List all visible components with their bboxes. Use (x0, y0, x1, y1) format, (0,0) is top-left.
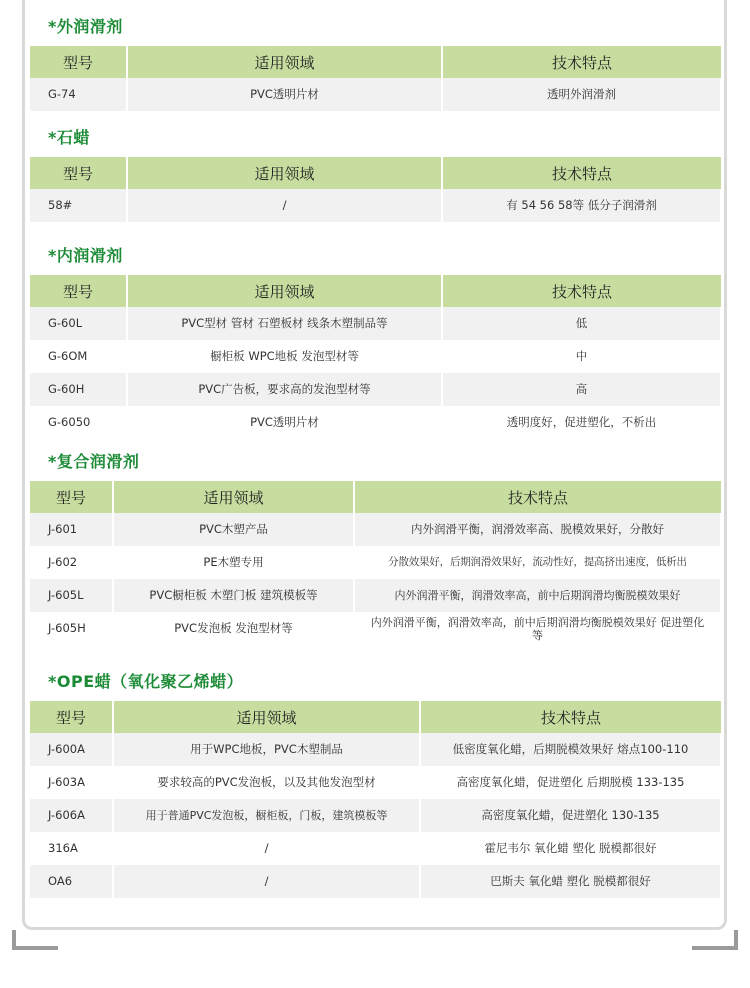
cell-model: J-603A (30, 766, 113, 799)
cell-model: J-602 (30, 546, 113, 579)
table-header-row (30, 481, 721, 513)
cell-application: PVC橱柜板 木塑门板 建筑模板等 (113, 579, 354, 612)
header-features: 技术特点 (442, 275, 721, 307)
table-row (30, 733, 721, 766)
cell-application: 要求较高的PVC发泡板，以及其他发泡型材 (113, 766, 420, 799)
table-row (30, 799, 721, 832)
cell-model: G-74 (30, 78, 127, 111)
cell-application: PVC透明片材 (127, 78, 442, 111)
cell-application: PVC木塑产品 (113, 513, 354, 546)
cell-features: 内外润滑平衡，润滑效率高、脱模效果好，分散好 (354, 513, 721, 546)
cell-application: 用于WPC地板，PVC木塑制品 (113, 733, 420, 766)
cell-model: J-600A (30, 733, 113, 766)
table-row (30, 340, 721, 373)
cell-application: 橱柜板 WPC地板 发泡型材等 (127, 340, 442, 373)
cell-features: 有 54 56 58等 低分子润滑剂 (442, 189, 721, 222)
cell-features: 透明度好，促进塑化，不析出 (442, 406, 721, 439)
cell-model: G-60L (30, 307, 127, 340)
table-row (30, 307, 721, 340)
cell-features: 内外润滑平衡，润滑效率高，前中后期润滑均衡脱模效果好 (354, 579, 721, 612)
cell-features: 霍尼韦尔 氧化蜡 塑化 脱模都很好 (420, 832, 721, 865)
cell-application: / (113, 832, 420, 865)
corner-decoration-right (692, 930, 738, 950)
cell-application: PVC型材 管材 石塑板材 线条木塑制品等 (127, 307, 442, 340)
section-title-external-lubricant: *外润滑剂 (48, 17, 123, 36)
cell-model: 58# (30, 189, 127, 222)
header-application: 适用领域 (127, 157, 442, 189)
cell-features: 中 (442, 340, 721, 373)
header-features: 技术特点 (442, 157, 721, 189)
cell-model: G-6050 (30, 406, 127, 439)
table-row (30, 832, 721, 865)
header-model: 型号 (30, 46, 127, 78)
table-row (30, 546, 721, 579)
cell-features: 巴斯夫 氧化蜡 塑化 脱模都很好 (420, 865, 721, 898)
cell-model: J-601 (30, 513, 113, 546)
cell-model: J-605H (30, 612, 113, 645)
header-features: 技术特点 (420, 701, 721, 733)
header-application: 适用领域 (113, 481, 354, 513)
table-row (30, 513, 721, 546)
table-header-row (30, 275, 721, 307)
cell-application: / (127, 189, 442, 222)
corner-decoration-left (12, 930, 58, 950)
table-row (30, 612, 721, 645)
table-row (30, 865, 721, 898)
table-header-row (30, 157, 721, 189)
header-model: 型号 (30, 481, 113, 513)
table-header-row (30, 701, 721, 733)
header-application: 适用领域 (113, 701, 420, 733)
cell-application: 用于普通PVC发泡板，橱柜板，门板，建筑模板等 (113, 799, 420, 832)
cell-features: 透明外润滑剂 (442, 78, 721, 111)
table-ope-wax (30, 701, 722, 898)
cell-model: J-606A (30, 799, 113, 832)
cell-features: 高密度氧化蜡，促进塑化 后期脱模 133-135 (420, 766, 721, 799)
cell-model: G-60H (30, 373, 127, 406)
header-model: 型号 (30, 701, 113, 733)
cell-features: 高 (442, 373, 721, 406)
table-row (30, 189, 721, 222)
cell-application: / (113, 865, 420, 898)
cell-features: 高密度氧化蜡，促进塑化 130-135 (420, 799, 721, 832)
cell-application: PE木塑专用 (113, 546, 354, 579)
cell-features: 低密度氧化蜡，后期脱模效果好 熔点100-110 (420, 733, 721, 766)
table-row (30, 766, 721, 799)
header-application: 适用领域 (127, 275, 442, 307)
cell-model: 316A (30, 832, 113, 865)
cell-model: G-6OM (30, 340, 127, 373)
cell-application: PVC透明片材 (127, 406, 442, 439)
table-internal-lubricant (30, 275, 722, 439)
section-title-paraffin: *石蜡 (48, 128, 90, 147)
cell-features: 低 (442, 307, 721, 340)
table-row (30, 406, 721, 439)
table-header-row (30, 46, 721, 78)
cell-features: 内外润滑平衡，润滑效率高，前中后期润滑均衡脱模效果好 促进塑化等 (354, 612, 721, 645)
table-paraffin (30, 157, 722, 222)
cell-features: 分散效果好，后期润滑效果好，流动性好，提高挤出速度，低析出 (354, 546, 721, 579)
cell-model: OA6 (30, 865, 113, 898)
header-features: 技术特点 (354, 481, 721, 513)
table-external-lubricant (30, 46, 722, 111)
table-row (30, 373, 721, 406)
table-row (30, 579, 721, 612)
cell-application: PVC发泡板 发泡型材等 (113, 612, 354, 645)
section-title-ope-wax: *OPE蜡（氧化聚乙烯蜡） (48, 672, 244, 691)
cell-model: J-605L (30, 579, 113, 612)
table-row (30, 78, 721, 111)
header-features: 技术特点 (442, 46, 721, 78)
section-title-internal-lubricant: *内润滑剂 (48, 246, 123, 265)
cell-application: PVC广告板，要求高的发泡型材等 (127, 373, 442, 406)
header-model: 型号 (30, 275, 127, 307)
header-model: 型号 (30, 157, 127, 189)
header-application: 适用领域 (127, 46, 442, 78)
table-compound-lubricant (30, 481, 722, 645)
section-title-compound-lubricant: *复合润滑剂 (48, 452, 140, 471)
